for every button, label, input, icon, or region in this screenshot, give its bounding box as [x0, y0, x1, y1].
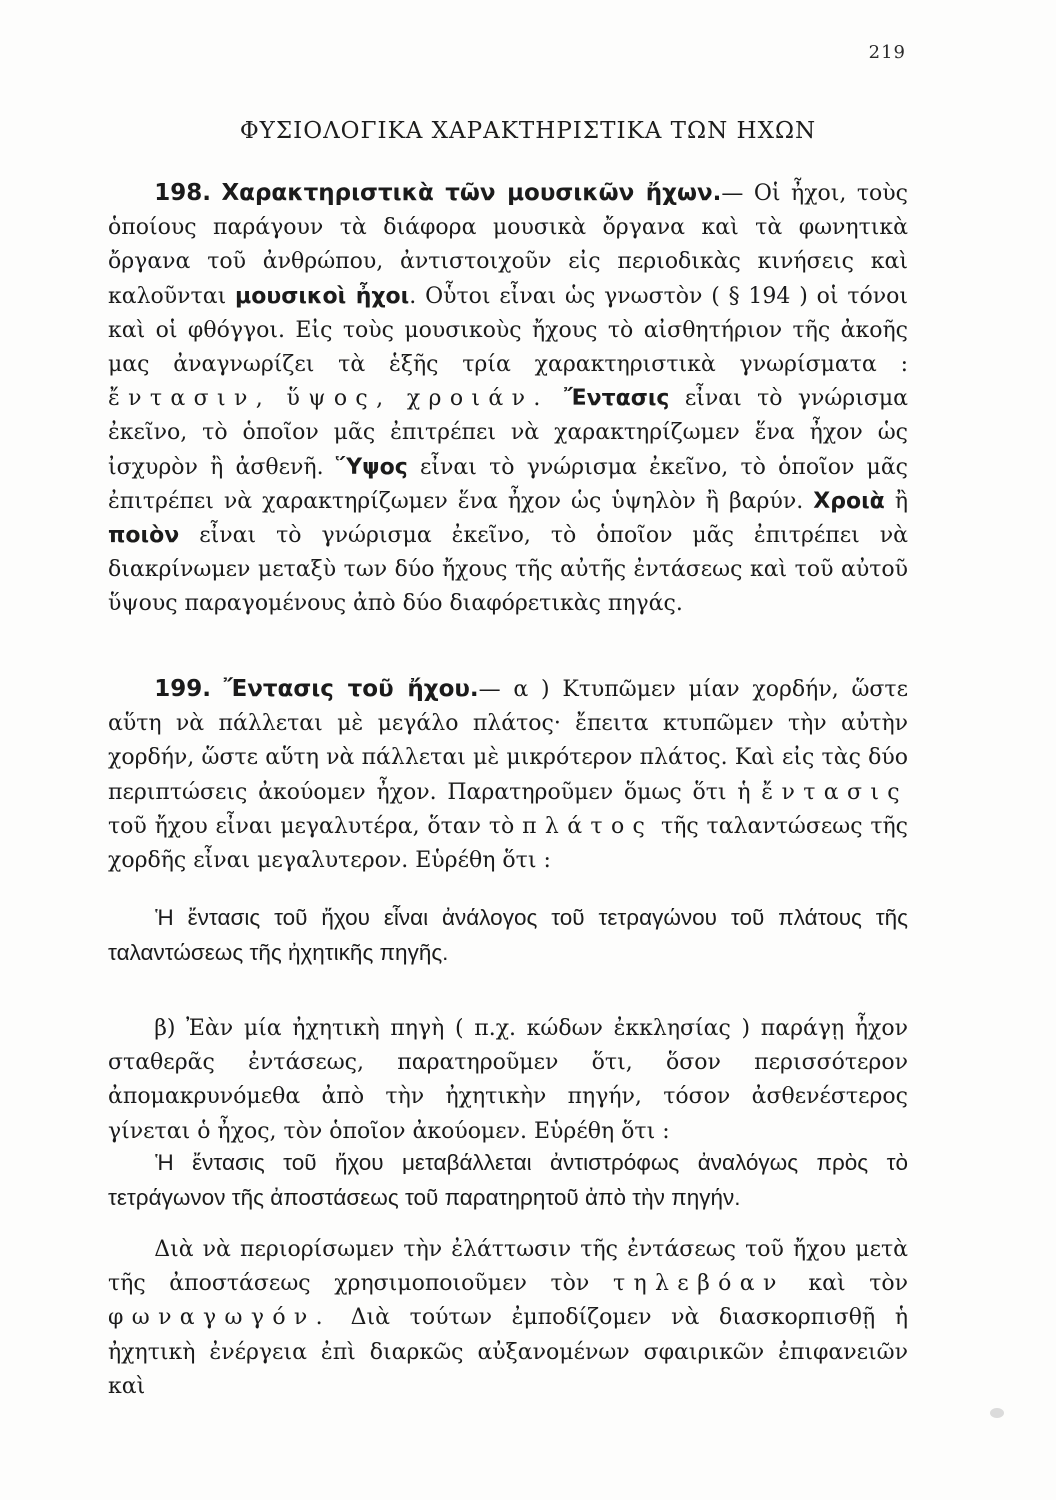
section-198	[108, 176, 908, 622]
paragraph-text: β) Ἐὰν μία ἠχητικὴ πηγὴ ( π.χ. κώδων ἐκκλησίας ) παράγῃ ἦχον σταθερᾶς ἐντάσεως, παρατηροῦμεν ὅτι, ὅσον περισσότερον ἀπομακρυνόμεθα ἀπὸ τὴν ἠχητικὴν πηγήν, τόσον ἀσθενέστερος γίνεται ὁ ἦχος, τὸν ὁποῖον ἀκούομεν. Εὑρέθη ὅτι :	[108, 1016, 908, 1144]
paragraph-text: Διὰ νὰ περιορίσωμεν τὴν ἐλάττωσιν τῆς ἐντάσεως τοῦ ἤχου μετὰ τῆς ἀποστάσεως χρησιμοποιοῦμεν τὸν	[108, 1237, 908, 1297]
term-timbre: Χροιὰ	[813, 488, 885, 514]
paragraph-text: καὶ τὸν	[808, 1271, 909, 1297]
page-number: 219	[868, 42, 906, 63]
paragraph-text: . Οὗτοι εἶναι ὡς γνωστὸν ( § 194 ) οἱ τόνοι καὶ οἱ φθόγγοι. Εἰς τοὺς μουσικοὺς ἤχους τὸ αἰσθητήριον τῆς ἀκοῆς μας ἀναγνωρίζει τὰ ἑξῆς τρία χαρακτηριστικὰ γνωρίσματα :	[108, 283, 908, 378]
paragraph-text: Διὰ τούτων ἐμποδίζομεν νὰ διασκορπισθῇ ἡ ἠχητικὴ ἐνέργεια ἐπὶ διαρκῶς αὐξανομένων σφαιρικῶν ἐπιφανειῶν καὶ	[108, 1305, 909, 1399]
term-intensity-spaced: ἔντασιν,	[108, 386, 272, 412]
term-amplitude-spaced: πλάτος	[522, 813, 654, 839]
section-199	[108, 672, 908, 878]
term-megaphone-spaced: τηλεβόαν	[612, 1271, 785, 1297]
term-voice-tube-spaced: φωναγωγόν.	[108, 1305, 332, 1331]
law-text: Ἡ ἔντασις τοῦ ἤχου μεταβάλλεται ἀντιστρόφως ἀναλόγως πρὸς τὸ τετράγωνον τῆς ἀποστάσεως τοῦ παρατηρητοῦ ἀπὸ τὴν πηγήν.	[108, 1150, 908, 1210]
term-pitch-spaced: ὕψος,	[286, 386, 392, 412]
section-198-paragraph	[108, 176, 908, 622]
paragraph-text: εἶναι τὸ γνώρισμα ἐκεῖνο, τὸ ὁποῖον μᾶς ἐπιτρέπει νὰ διακρίνωμεν μεταξὺ των δύο ἤχους τῆς αὐτῆς ἐντάσεως καὶ τοῦ αὐτοῦ ὕψους παραγομένους ἀπὸ δύο διαφόρετικὰς πηγάς.	[108, 523, 908, 617]
section-199-paragraph	[108, 672, 908, 878]
paragraph-text: εἶναι τὸ γνώρισμα ἐκεῖνο, τὸ ὁποῖον μᾶς ἐπιτρέπει νὰ χαρακτηρίζωμεν ἕνα ἦχον ὡς ὑψηλὸν ἢ βαρύν.	[108, 454, 909, 514]
term-quality: ποιὸν	[108, 523, 180, 549]
paragraph-text: — α ) Κτυπῶμεν μίαν χορδήν, ὥστε αὕτη νὰ πάλλεται μὲ μεγάλο πλάτος· ἔπειτα κτυπῶμεν τὴν αὐτὴν χορδήν, ὥστε αὕτη νὰ πάλλεται μὲ μικρότερον πλάτος. Καὶ εἰς τὰς δύο περιπτώσεις ἀκούομεν ἦχον. Παρατηροῦμεν ὅμως ὅτι ἡ	[108, 677, 908, 805]
paragraph-text	[108, 1233, 908, 1404]
paragraph-text: — Οἱ ἦχοι, τοὺς ὁποίους παράγουν τὰ διάφορα μουσικὰ ὄργανα καὶ τὰ φωνητικὰ ὄργανα τοῦ ἀνθρώπου, ἀντιστοιχοῦν εἰς περιοδικὰς κινήσεις καὶ καλοῦνται	[108, 181, 908, 309]
term-pitch: Ὕψος	[335, 454, 408, 480]
paragraph-beta	[108, 1012, 908, 1149]
paper-stain	[990, 1408, 1004, 1418]
paragraph-text: τῆς ταλαντώσεως τῆς χορδῆς εἶναι μεγαλυτερον. Εὑρέθη ὅτι :	[108, 813, 908, 874]
term-intensity: Ἔντασις	[564, 386, 670, 412]
section-title: Χαρακτηριστικὰ τῶν μουσικῶν ἤχων.	[221, 180, 722, 206]
chapter-heading: ΦΥΣΙΟΛΟΓΙΚΑ ΧΑΡΑΚΤΗΡΙΣΤΙΚΑ ΤΩΝ ΗΧΩΝ	[239, 118, 817, 144]
section-number: 198.	[154, 180, 211, 206]
term-intensity-spaced: ἔντασις	[761, 779, 908, 805]
term-musical-sounds: μουσικοὶ ἦχοι	[235, 283, 410, 309]
section-title: Ἔντασις τοῦ ἤχου.	[223, 676, 479, 702]
paragraph-text: εἶναι τὸ γνώρισμα ἐκεῖνο, τὸ ὁποῖον μᾶς ἐπιτρέπει νὰ χαρακτηρίζωμεν ἕνα ἦχον ὡς ἰσχυρὸν ἢ ἀσθενῆ.	[108, 386, 909, 480]
law-amplitude	[108, 900, 908, 970]
law-distance	[108, 1145, 908, 1215]
law-text: Ἡ ἔντασις τοῦ ἤχου εἶναι ἀνάλογος τοῦ τετραγώνου τοῦ πλάτους τῆς ταλαντώσεως τῆς ἠχητικῆς πηγῆς.	[108, 905, 908, 965]
paragraph-megaphone	[108, 1233, 908, 1404]
paragraph-text: τοῦ ἤχου εἶναι μεγαλυτέρα, ὅταν τὸ	[108, 813, 515, 839]
term-timbre-spaced: χροιάν.	[406, 386, 549, 412]
paragraph-text: ἢ	[894, 488, 908, 514]
section-number: 199.	[154, 676, 211, 702]
